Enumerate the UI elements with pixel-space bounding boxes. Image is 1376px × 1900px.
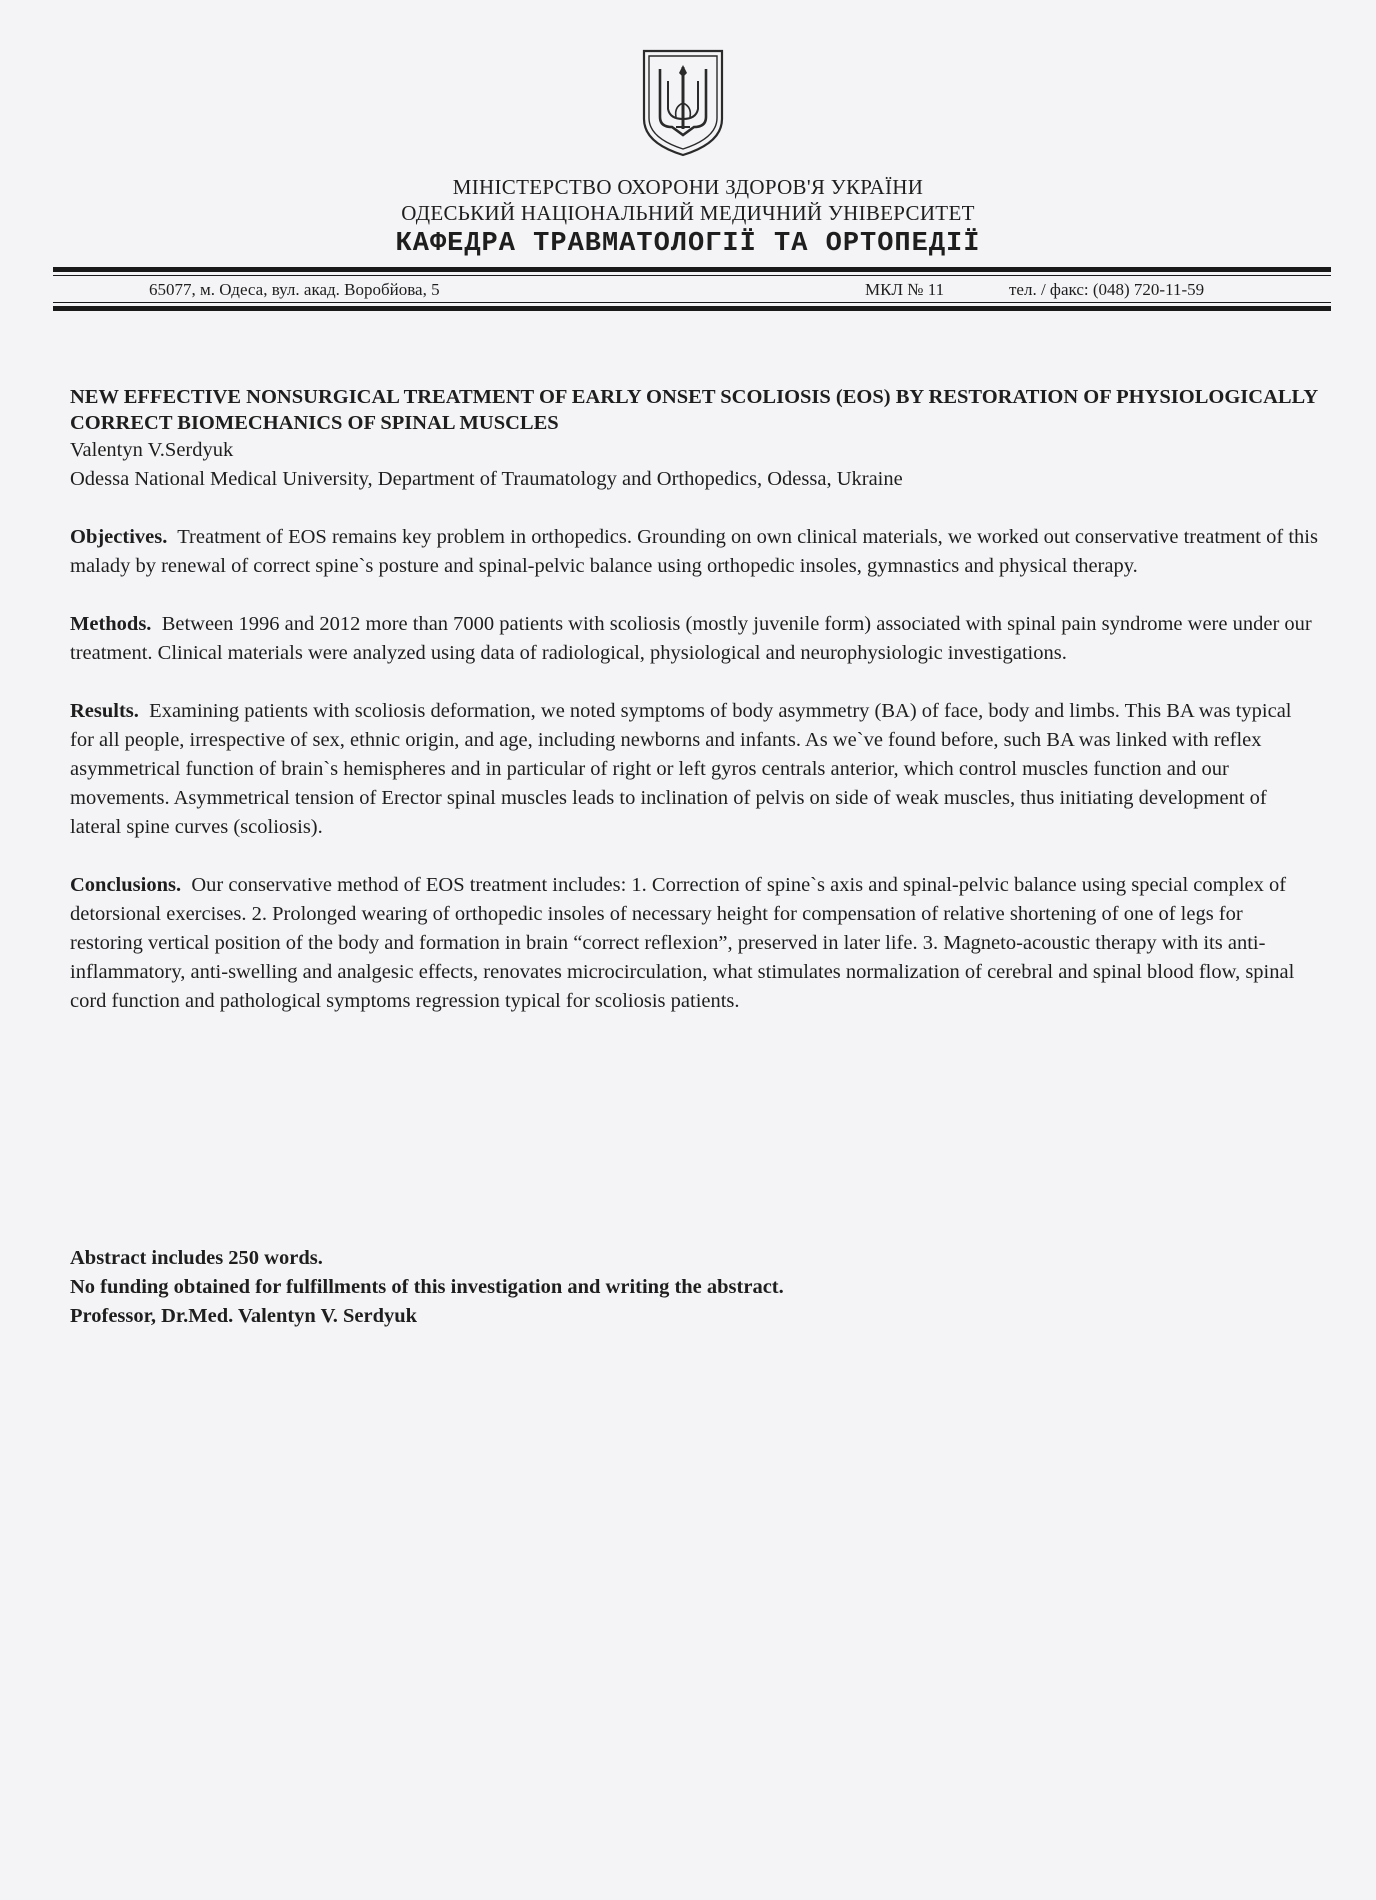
author-affiliation: Odessa National Medical University, Department of Traumatology and Orthopedics, Odessa, Ukraine bbox=[70, 468, 903, 490]
university-name: ОДЕСЬКИЙ НАЦІОНАЛЬНИЙ МЕДИЧНИЙ УНІВЕРСИТЕТ bbox=[401, 201, 975, 225]
conclusions-text: Our conservative method of EOS treatment includes: 1. Correction of spine`s axis and spinal-pelvic balance using special complex of detorsional exercises. 2. Prolonged wearing of orthopedic insoles of necessary height for compensation of relative shortening of one of legs for restoring vertical position of the body and formation in brain “correct reflexion”, preserved in later life. 3. Magneto-acoustic therapy with its anti-inflammatory, anti-swelling and analgesic effects, renovates microcirculation, what stimulates normalization of cerebral and spinal blood flow, spinal cord function and pathological symptoms regression typical for scoliosis patients. bbox=[70, 874, 1295, 1012]
address-text: 65077, м. Одеса, вул. акад. Воробйова, 5 bbox=[149, 280, 440, 299]
letterhead-rule-top bbox=[53, 267, 1331, 272]
abstract-title: NEW EFFECTIVE NONSURGICAL TREATMENT OF EARLY ONSET SCOLIOSIS (EOS) BY RESTORATION OF PHYSIOLOGICALLY CORRECT BIOMECHANICS OF SPINAL MUSCLES bbox=[70, 386, 1318, 434]
methods-heading: Methods. bbox=[70, 613, 152, 635]
word-count-note: Abstract includes 250 words. bbox=[70, 1247, 323, 1269]
funding-note: No funding obtained for fulfillments of this investigation and writing the abstract. bbox=[70, 1276, 784, 1298]
abstract-footer bbox=[70, 1244, 1320, 1331]
ministry-name: МІНІСТЕРСТВО ОХОРОНИ ЗДОРОВ'Я УКРАЇНИ bbox=[452, 175, 924, 199]
letterhead-rule-bottom bbox=[53, 306, 1331, 311]
conclusions-heading: Conclusions. bbox=[70, 874, 182, 896]
clinic-number: МКЛ № 11 bbox=[865, 280, 945, 299]
methods-text: Between 1996 and 2012 more than 7000 patients with scoliosis (mostly juvenile form) associated with spinal pain syndrome were under our treatment. Clinical materials were analyzed using data of radiological, physiological and neurophysiologic investigations. bbox=[70, 613, 1312, 664]
results-paragraph bbox=[70, 697, 1320, 842]
results-heading: Results. bbox=[70, 700, 139, 722]
methods-paragraph bbox=[70, 610, 1320, 668]
objectives-text: Treatment of EOS remains key problem in orthopedics. Grounding on own clinical materials, we worked out conservative treatment of this malady by renewal of correct spine`s posture and spinal-pelvic balance using orthopedic insoles, gymnastics and physical therapy. bbox=[70, 526, 1318, 577]
author-name: Valentyn V.Serdyuk bbox=[70, 439, 234, 461]
trident-coat-of-arms-icon bbox=[640, 47, 726, 159]
objectives-paragraph bbox=[70, 523, 1320, 581]
objectives-heading: Objectives. bbox=[70, 526, 168, 548]
letterhead-rule-top-thin bbox=[53, 275, 1331, 276]
address-row bbox=[53, 280, 1331, 302]
department-name: КАФЕДРА ТРАВМАТОЛОГІЇ ТА ОРТОПЕДІЇ bbox=[395, 229, 981, 259]
conclusions-paragraph bbox=[70, 871, 1320, 1016]
signature-line: Professor, Dr.Med. Valentyn V. Serdyuk bbox=[70, 1305, 418, 1327]
abstract-body bbox=[70, 384, 1320, 1016]
phone-fax: тел. / факс: (048) 720-11-59 bbox=[1009, 280, 1205, 299]
results-text: Examining patients with scoliosis deformation, we noted symptoms of body asymmetry (BA) of face, body and limbs. This BA was typical for all people, irrespective of sex, ethnic origin, and age, including newborns and infants. As we`ve found before, such BA was linked with reflex asymmetrical function of brain`s hemispheres and in particular of right or left gyros centrals anterior, which control muscles function and our movements. Asymmetrical tension of Erector spinal muscles leads to inclination of pelvis on side of weak muscles, thus initiating development of lateral spine curves (scoliosis). bbox=[70, 700, 1292, 838]
letterhead-rule-bottom-thin bbox=[53, 302, 1331, 303]
